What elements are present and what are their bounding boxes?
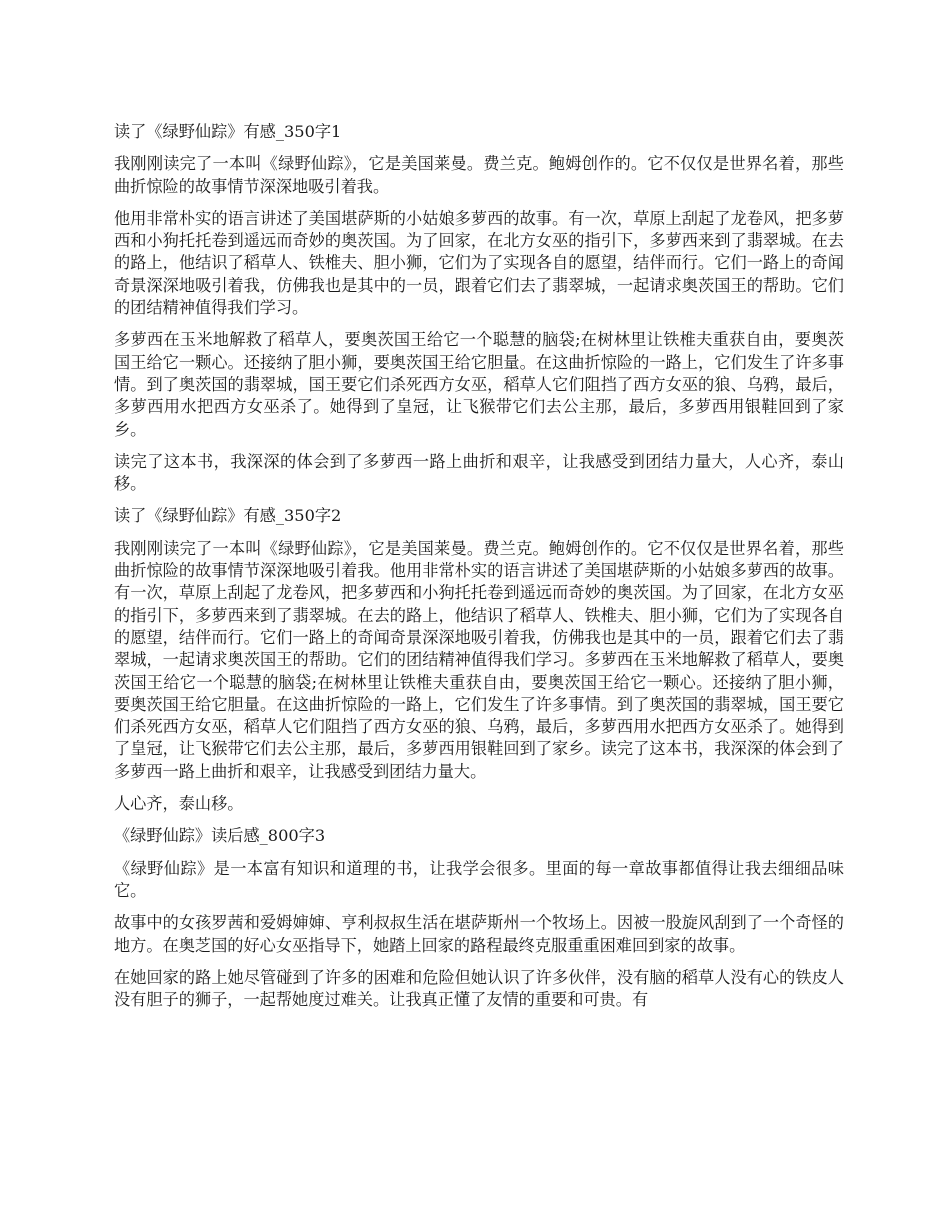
paragraph: 人心齐，泰山移。	[114, 794, 244, 814]
section-title: 读了《绿野仙踪》有感_350字1	[114, 122, 342, 141]
paragraph: 《绿野仙踪》是一本富有知识和道理的书，让我学会很多。里面的每一章故事都值得让我去细细品味它。	[114, 858, 844, 900]
paragraph: 我刚刚读完了一本叫《绿野仙踪》，它是美国莱曼。费兰克。鲍姆创作的。它不仅仅是世界名着，那些曲折惊险的故事情节深深地吸引着我。	[114, 154, 844, 196]
paragraph: 他用非常朴实的语言讲述了美国堪萨斯的小姑娘多萝西的故事。有一次，草原上刮起了龙卷风，把多萝西和小狗托托卷到遥远而奇妙的奥茨国。为了回家，在北方女巫的指引下，多萝西来到了翡翠城。在去的路上，他结识了稻草人、铁椎夫、胆小狮，它们为了实现各自的愿望，结伴而行。它们一路上的奇闻奇景深深地吸引着我，仿佛我也是其中的一员，跟着它们去了翡翠城，一起请求奥茨国王的帮助。它们的团结精神值得我们学习。	[114, 208, 844, 318]
section-title: 读了《绿野仙踪》有感_350字2	[114, 506, 342, 526]
paragraph: 在她回家的路上她尽管碰到了许多的困难和危险但她认识了许多伙伴，没有脑的稻草人没有心的铁皮人没有胆子的狮子，一起帮她度过难关。让我真正懂了友情的重要和可贵。有	[114, 967, 844, 1010]
paragraph: 故事中的女孩罗茜和爱姆婶婶、亨利叔叔生活在堪萨斯州一个牧场上。因被一股旋风刮到了一个奇怪的地方。在奥芝国的好心女巫指导下，她踏上回家的路程最终克服重重困难回到家的故事。	[114, 913, 844, 955]
paragraph: 多萝西在玉米地解救了稻草人，要奥茨国王给它一个聪慧的脑袋;在树林里让铁椎夫重获自由，要奥茨国王给它一颗心。还接纳了胆小狮，要奥茨国王给它胆量。在这曲折惊险的一路上，它们发生了许多事情。到了奥茨国的翡翠城，国王要它们杀死西方女巫，稻草人它们阻挡了西方女巫的狼、乌鸦，最后，多萝西用水把西方女巫杀了。她得到了皇冠，让飞猴带它们去公主那，最后，多萝西用银鞋回到了家乡。	[114, 330, 844, 439]
document-page	[114, 121, 844, 1021]
section-title: 《绿野仙踪》读后感_800字3	[114, 826, 326, 846]
paragraph: 读完了这本书，我深深的体会到了多萝西一路上曲折和艰辛，让我感受到团结力量大，人心齐，泰山移。	[114, 451, 844, 494]
paragraph: 我刚刚读完了一本叫《绿野仙踪》，它是美国莱曼。费兰克。鲍姆创作的。它不仅仅是世界名着，那些曲折惊险的故事情节深深地吸引着我。他用非常朴实的语言讲述了美国堪萨斯的小姑娘多萝西的故事。有一次，草原上刮起了龙卷风，把多萝西和小狗托托卷到遥远而奇妙的奥茨国。为了回家，在北方女巫的指引下，多萝西来到了翡翠城。在去的路上，他结识了稻草人、铁椎夫、胆小狮，它们为了实现各自的愿望，结伴而行。它们一路上的奇闻奇景深深地吸引着我，仿佛我也是其中的一员，跟着它们去了翡翠城，一起请求奥茨国王的帮助。它们的团结精神值得我们学习。多萝西在玉米地解救了稻草人，要奥茨国王给它一个聪慧的脑袋;在树林里让铁椎夫重获自由，要奥茨国王给它一颗心。还接纳了胆小狮，要奥茨国王给它胆量。在这曲折惊险的一路上，它们发生了许多事情。到了奥茨国的翡翠城，国王要它们杀死西方女巫，稻草人它们阻挡了西方女巫的狼、乌鸦，最后，多萝西用水把西方女巫杀了。她得到了皇冠，让飞猴带它们去公主那，最后，多萝西用银鞋回到了家乡。读完了这本书，我深深的体会到了多萝西一路上曲折和艰辛，让我感受到团结力量大。	[114, 538, 844, 781]
